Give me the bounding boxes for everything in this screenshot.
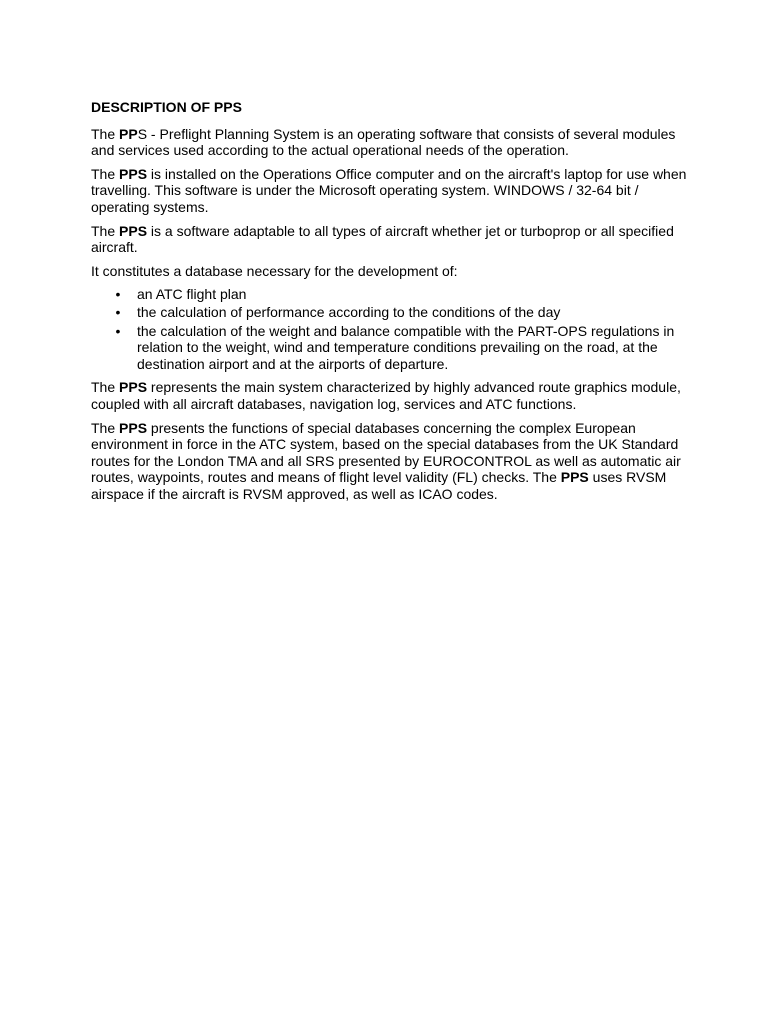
paragraph-special-databases-post: uses RVSM airspace if the aircraft is RVSM approved, as well as ICAO codes. [91, 469, 667, 502]
bullet-icon: • [115, 322, 121, 339]
bullet-list [91, 286, 691, 372]
paragraph-installation-bold: PPS [119, 165, 148, 182]
bullet-icon: • [115, 286, 121, 303]
paragraph-adaptability-post: is a software adaptable to all types of aircraft whether jet or turboprop or all specified aircraft. [91, 222, 674, 256]
document-page [91, 99, 691, 509]
list-item [91, 304, 691, 321]
list-item-text: the calculation of the weight and balance compatible with the PART-OPS regulations in relation to the weight, wind and temperature conditions prevailing on the road, at the destination airport and at the airports of departure. [137, 322, 675, 372]
paragraph-intro [91, 126, 691, 159]
paragraph-database-intro: It constitutes a database necessary for the development of: [91, 262, 458, 279]
paragraph-main-system-pre: The [91, 379, 120, 396]
paragraph-special-databases-mid: presents the functions of special databases concerning the complex European environment in force in the ATC system, based on the special databases from the UK Standard routes for the London TMA and all SRS presented by EUROCONTROL as well as automatic air routes, waypoints, routes and means of flight level validity (FL) checks. The [91, 419, 681, 486]
list-item-text: an ATC flight plan [137, 286, 247, 303]
paragraph-main-system-post: represents the main system characterized by highly advanced route graphics module, coupled with all aircraft databases, navigation log, services and ATC functions. [91, 379, 681, 412]
bullet-icon: • [115, 304, 121, 321]
list-item [91, 286, 691, 303]
paragraph-special-databases-bold2: PPS [560, 469, 589, 486]
paragraph-adaptability-bold: PPS [119, 222, 148, 239]
list-item-text: the calculation of performance according to the conditions of the day [137, 304, 561, 321]
paragraph-intro-post: S - Preflight Planning System is an operating software that consists of several modules and services used according to the actual operational needs of the operation. [91, 125, 676, 159]
paragraph-special-databases [91, 420, 691, 503]
document-title: DESCRIPTION OF PPS [91, 99, 242, 115]
paragraph-intro-bold: PP [119, 125, 138, 142]
paragraph-installation-pre: The [91, 165, 120, 182]
paragraph-adaptability-pre: The [91, 222, 120, 239]
paragraph-main-system [91, 379, 691, 412]
paragraph-special-databases-bold: PPS [119, 419, 148, 436]
paragraph-adaptability [91, 223, 691, 256]
paragraph-main-system-bold: PPS [119, 379, 148, 396]
paragraph-installation [91, 166, 691, 216]
paragraph-intro-pre: The [91, 125, 120, 142]
paragraph-installation-post: is installed on the Operations Office computer and on the aircraft's laptop for use when travelling. This software is under the Microsoft operating system. WINDOWS / 32-64 bit / operating systems. [91, 165, 687, 215]
list-item [91, 323, 691, 373]
paragraph-special-databases-pre: The [91, 419, 120, 436]
